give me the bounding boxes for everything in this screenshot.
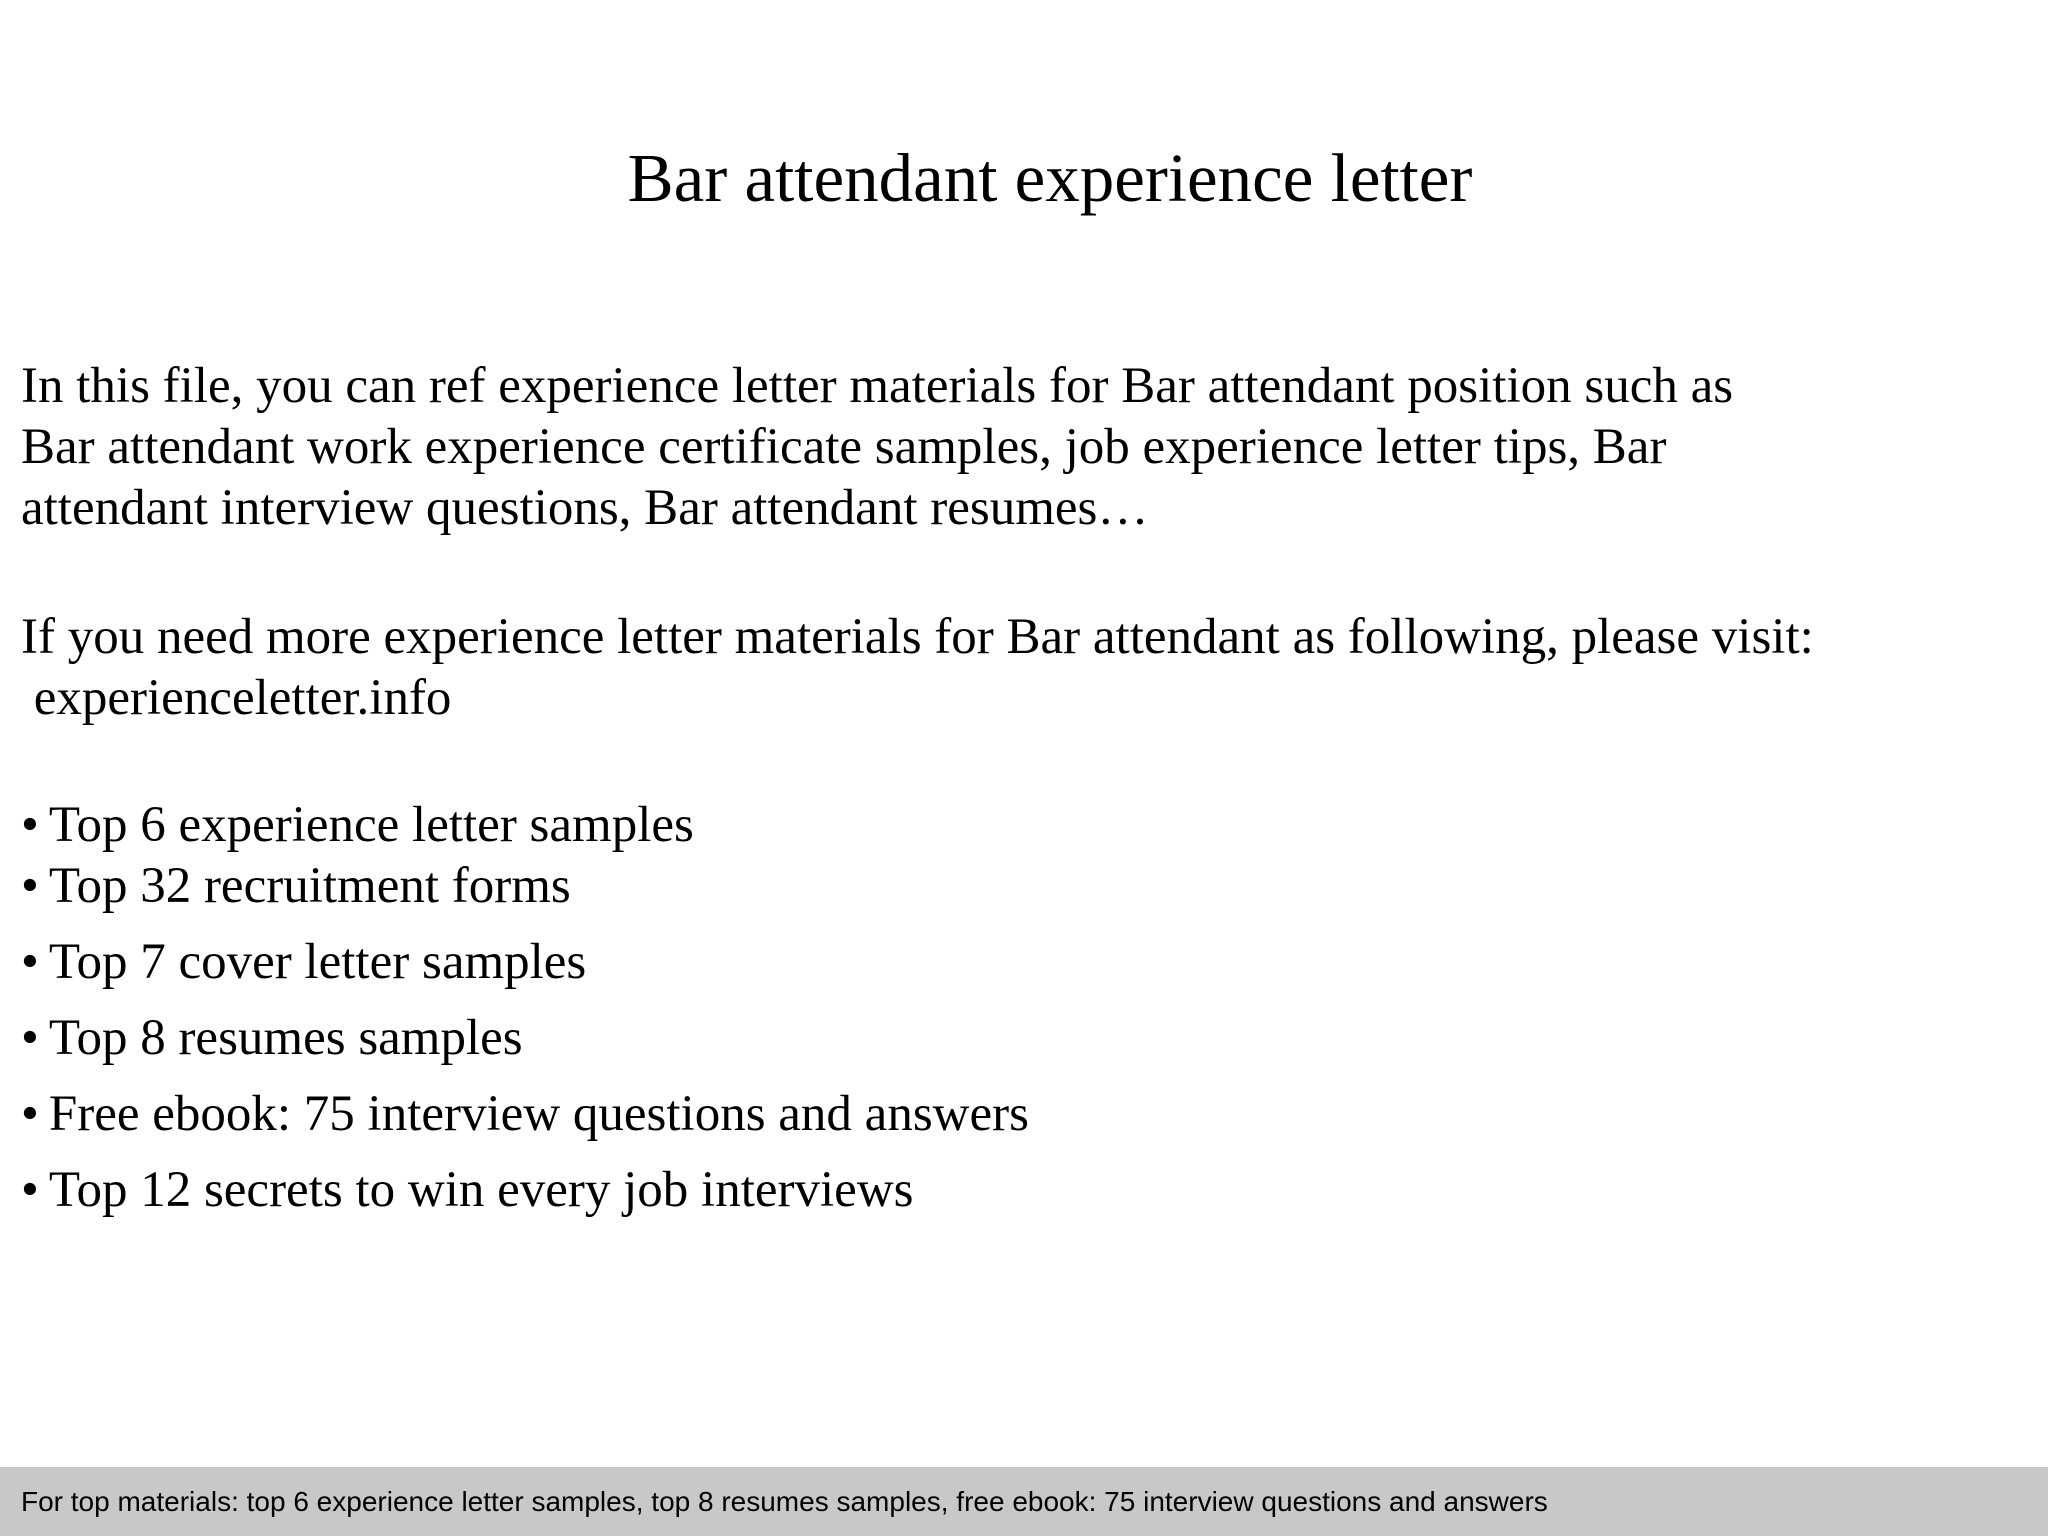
visit-paragraph (21, 607, 1814, 729)
footer-bar (0, 1467, 2048, 1536)
intro-line: In this file, you can ref experience letter materials for Bar attendant position such as (21, 358, 1734, 414)
list-item: • Top 12 secrets to win every job interviews (21, 1160, 914, 1221)
footer-text: For top materials: top 6 experience letter samples, top 8 resumes samples, free ebook: 75 interview questions and answers (21, 1486, 1548, 1517)
list-item: • Top 32 recruitment forms (21, 856, 571, 917)
visit-line: If you need more experience letter materials for Bar attendant as following, please visit: (21, 609, 1814, 665)
list-item: • Top 6 experience letter samples (21, 795, 694, 856)
intro-line: attendant interview questions, Bar attendant resumes… (21, 480, 1149, 536)
list-item: • Free ebook: 75 interview questions and answers (21, 1084, 1029, 1145)
page-title: Bar attendant experience letter (627, 140, 1473, 216)
website-link[interactable]: experienceletter.info (21, 670, 452, 726)
intro-line: Bar attendant work experience certificate samples, job experience letter tips, Bar (21, 419, 1667, 475)
list-item: • Top 7 cover letter samples (21, 932, 586, 993)
intro-paragraph (21, 356, 1733, 539)
list-item: • Top 8 resumes samples (21, 1008, 523, 1069)
